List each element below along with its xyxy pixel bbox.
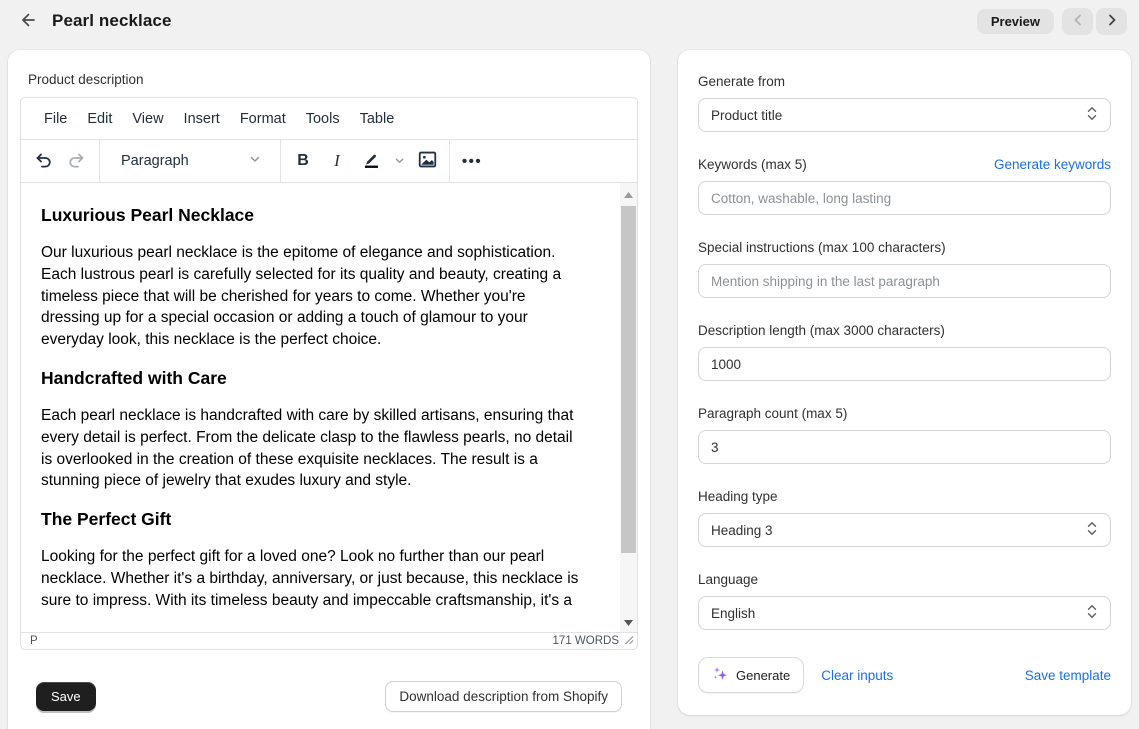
language-select[interactable] <box>698 596 1111 630</box>
generate-button[interactable] <box>698 657 804 693</box>
chevron-left-icon <box>1071 13 1085 30</box>
top-bar <box>0 0 1139 42</box>
scroll-up-button[interactable] <box>620 185 637 202</box>
italic-icon: I <box>334 151 340 170</box>
language-label: Language <box>698 572 759 587</box>
toolbar-history-group <box>21 140 100 182</box>
content-paragraph: Our luxurious pearl necklace is the epitome of elegance and sophistication. Each lustrous pearl is carefully selected for its quality and beauty, creating a timeless piece that will be cherished for years to come. Whether you're dressing up for a special occasion or adding a touch of glamour to your everyday look, this necklace is the perfect choice. <box>41 244 562 349</box>
editor-panel-label: Product description <box>28 72 144 87</box>
menu-table[interactable]: Table <box>351 106 404 132</box>
keywords-input[interactable] <box>698 181 1111 215</box>
form-actions <box>698 657 1111 693</box>
redo-button[interactable] <box>61 145 93 177</box>
undo-icon <box>32 149 54 174</box>
heading-type-value: Heading 3 <box>711 522 773 538</box>
toolbar-more-group <box>450 140 494 182</box>
paragraph-count-group <box>698 406 1111 464</box>
bold-icon: B <box>297 152 309 169</box>
editor-content-blocks <box>21 183 637 612</box>
scroll-down-button[interactable] <box>620 613 637 630</box>
save-template-link[interactable]: Save template <box>1024 667 1111 683</box>
editor-content[interactable] <box>21 183 637 632</box>
previous-product-button[interactable] <box>1062 8 1093 35</box>
text-color-button[interactable] <box>355 145 387 177</box>
keywords-label: Keywords (max 5) <box>698 157 807 172</box>
clear-inputs-link[interactable]: Clear inputs <box>821 667 894 683</box>
pager <box>1062 8 1127 35</box>
generate-from-group <box>698 74 1111 132</box>
save-button[interactable]: Save <box>36 682 96 711</box>
paragraph-count-input[interactable] <box>698 430 1111 464</box>
redo-icon <box>66 149 88 174</box>
more-tools-button[interactable] <box>456 145 488 177</box>
italic-button[interactable] <box>321 145 353 177</box>
menubar <box>21 98 637 140</box>
menu-insert[interactable]: Insert <box>175 106 229 132</box>
editor-scrollbar <box>620 183 637 632</box>
description-length-label: Description length (max 3000 characters) <box>698 323 945 338</box>
preview-button[interactable]: Preview <box>977 9 1054 34</box>
content-heading: Luxurious Pearl Necklace <box>41 205 255 225</box>
editor-statusbar <box>21 632 637 649</box>
rich-text-editor <box>20 97 638 650</box>
block-format-dropdown[interactable] <box>111 145 269 177</box>
description-length-group <box>698 323 1111 381</box>
heading-type-label: Heading type <box>698 489 778 504</box>
language-value: English <box>711 605 756 621</box>
resize-handle-icon[interactable] <box>624 635 634 648</box>
bold-button[interactable] <box>287 145 319 177</box>
triangle-up-icon <box>624 185 633 203</box>
description-length-input[interactable] <box>698 347 1111 381</box>
more-dots-icon: ••• <box>461 152 483 170</box>
heading-type-group <box>698 489 1111 547</box>
page-title: Pearl necklace <box>52 11 172 30</box>
keywords-group <box>698 157 1111 215</box>
menu-format[interactable]: Format <box>231 106 295 132</box>
block-format-value: Paragraph <box>121 153 189 169</box>
updown-stepper-icon <box>1086 106 1098 124</box>
toolbar-format-group <box>100 140 281 182</box>
toolbar-style-group <box>281 140 450 182</box>
menu-edit[interactable]: Edit <box>78 106 121 132</box>
content-heading: The Perfect Gift <box>41 509 172 530</box>
paragraph-count-label: Paragraph count (max 5) <box>698 406 848 421</box>
arrow-left-icon <box>17 10 37 33</box>
language-group <box>698 572 1111 630</box>
menu-file[interactable]: File <box>35 106 76 132</box>
special-instructions-label: Special instructions (max 100 characters) <box>698 240 946 255</box>
generate-from-label: Generate from <box>698 74 786 89</box>
scrollbar-thumb[interactable] <box>621 206 636 553</box>
generate-button-label: Generate <box>736 667 791 683</box>
generate-from-value: Product title <box>711 107 783 123</box>
chevron-down-icon <box>394 154 405 169</box>
product-description-card <box>8 50 650 729</box>
sparkles-icon <box>712 665 729 685</box>
special-instructions-input[interactable] <box>698 264 1111 298</box>
generate-keywords-link[interactable]: Generate keywords <box>993 157 1111 172</box>
triangle-down-icon <box>624 613 633 631</box>
generation-settings-card <box>678 50 1131 715</box>
content-heading: Handcrafted with Care <box>41 367 227 388</box>
undo-button[interactable] <box>27 145 59 177</box>
chevron-down-icon <box>249 153 261 169</box>
download-description-button[interactable]: Download description from Shopify <box>385 681 622 712</box>
menu-view[interactable]: View <box>123 106 172 132</box>
next-product-button[interactable] <box>1096 8 1127 35</box>
editor-footer <box>20 681 638 712</box>
text-color-pen-icon <box>361 150 381 173</box>
updown-stepper-icon <box>1086 521 1098 539</box>
content-paragraph: Each pearl necklace is handcrafted with care by skilled artisans, ensuring that every detail is perfect. From the delicate clasp to the flawless pearls, no detail is overlooked in the creation of these exquisite necklaces. The result is a stunning piece of jewelry that exudes luxury and style. <box>41 406 574 490</box>
updown-stepper-icon <box>1086 604 1098 622</box>
content-paragraph: Looking for the perfect gift for a loved one? Look no further than our pearl necklace. Whether it's a birthday, anniversary, or just because, this necklace is sure to impress. With its timeless beauty and impeccable craftsmanship, it's a <box>41 548 579 609</box>
image-icon <box>417 149 438 173</box>
word-count: 171 WORDS <box>552 635 619 647</box>
generate-from-select[interactable] <box>698 98 1111 132</box>
special-instructions-group <box>698 240 1111 298</box>
element-path: P <box>30 635 38 647</box>
chevron-right-icon <box>1105 13 1119 30</box>
back-button[interactable] <box>12 6 42 36</box>
heading-type-select[interactable] <box>698 513 1111 547</box>
menu-tools[interactable]: Tools <box>297 106 349 132</box>
text-color-menu-button[interactable] <box>389 145 409 177</box>
toolbar <box>21 140 637 183</box>
insert-image-button[interactable] <box>411 145 443 177</box>
